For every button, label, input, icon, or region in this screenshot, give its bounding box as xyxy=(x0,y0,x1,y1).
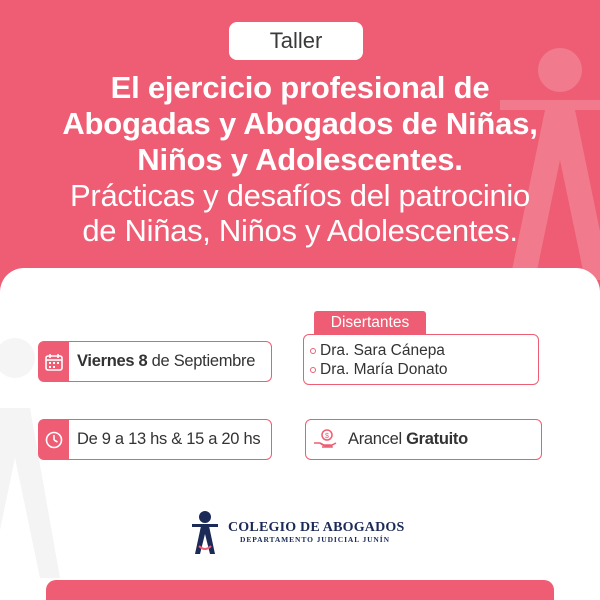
speakers-box xyxy=(303,334,539,385)
calendar-icon xyxy=(39,342,69,381)
subtitle-line-1: Prácticas y desafíos del patrocinio xyxy=(70,178,530,213)
svg-text:$: $ xyxy=(325,432,329,440)
title-line-3: Niños y Adolescentes. xyxy=(137,142,463,177)
title-line-2: Abogadas y Abogados de Niñas, xyxy=(62,106,538,141)
org-logo xyxy=(190,510,405,554)
subtitle-line-2: de Niñas, Niños y Adolescentes. xyxy=(82,213,518,248)
hours-text: De 9 a 13 hs & 15 a 20 hs xyxy=(77,430,261,448)
speaker-item: Dra. Sara Cánepa xyxy=(310,341,538,360)
org-name: COLEGIO DE ABOGADOS xyxy=(228,519,405,535)
fee-text: Arancel Gratuito xyxy=(348,430,468,448)
page-title xyxy=(0,70,600,248)
fee-box xyxy=(305,419,542,460)
title-line-1: El ejercicio profesional de xyxy=(110,70,490,105)
date-box xyxy=(38,341,272,382)
bullet-icon xyxy=(310,348,316,354)
clock-icon xyxy=(39,420,69,459)
speakers-label: Disertantes xyxy=(314,311,426,335)
bullet-icon xyxy=(310,367,316,373)
org-subtitle: DEPARTAMENTO JUDICIAL JUNÍN xyxy=(240,534,390,544)
lawyers-emblem-icon xyxy=(190,510,220,554)
date-text: Viernes 8 de Septiembre xyxy=(77,352,256,370)
hours-box xyxy=(38,419,272,460)
speaker-item: Dra. María Donato xyxy=(310,360,538,379)
hand-coin-icon xyxy=(306,429,344,451)
footer-bar xyxy=(46,580,554,600)
workshop-tag: Taller xyxy=(229,22,363,60)
